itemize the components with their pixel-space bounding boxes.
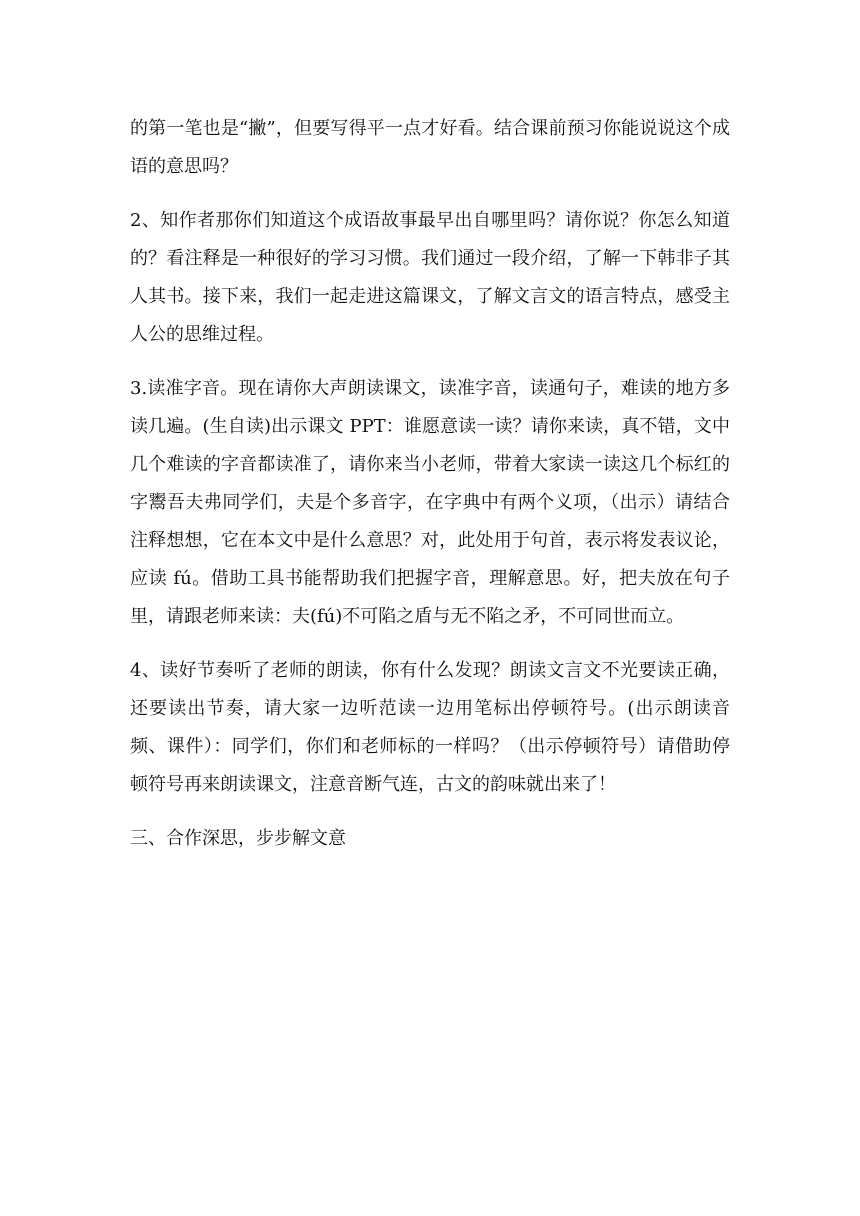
document-body	[130, 110, 730, 874]
paragraph-pronunciation: 3.读准字音。现在请你大声朗读课文，读准字音，读通句子，难读的地方多读几遍。(生自读)出示课文 PPT：谁愿意读一读？请你来读，真不错，文中几个难读的字音都读准了，请你来当小老师，带着大家读一读这几个标红的字鬻吾夫弗同学们，夫是个多音字，在字典中有两个义项，（出示）请结合注释想想，它在本文中是什么意思？对，此处用于句首，表示将发表议论，应读 fú。借助工具书能帮助我们把握字音，理解意思。好，把夫放在句子里，请跟老师来读：夫(fú)不可陷之盾与无不陷之矛，不可同世而立。	[130, 378, 730, 627]
paragraph-rhythm: 4、读好节奏听了老师的朗读，你有什么发现？朗读文言文不光要读正确，还要读出节奏，请大家一边听范读一边用笔标出停顿符号。(出示朗读音频、课件）：同学们，你们和老师标的一样吗？（出示停顿符号）请借助停顿符号再来朗读课文，注意音断气连，古文的韵味就出来了！	[130, 660, 730, 795]
paragraph-author-source: 2、知作者那你们知道这个成语故事最早出自哪里吗？请你说？你怎么知道的？看注释是一种很好的学习习惯。我们通过一段介绍，了解一下韩非子其人其书。接下来，我们一起走进这篇课文，了解文言文的语言特点，感受主人公的思维过程。	[130, 210, 730, 345]
paragraph-continuation: 的第一笔也是“撇”，但要写得平一点才好看。结合课前预习你能说说这个成语的意思吗？	[130, 118, 730, 177]
section-heading: 三、合作深思，步步解文意	[130, 828, 346, 849]
